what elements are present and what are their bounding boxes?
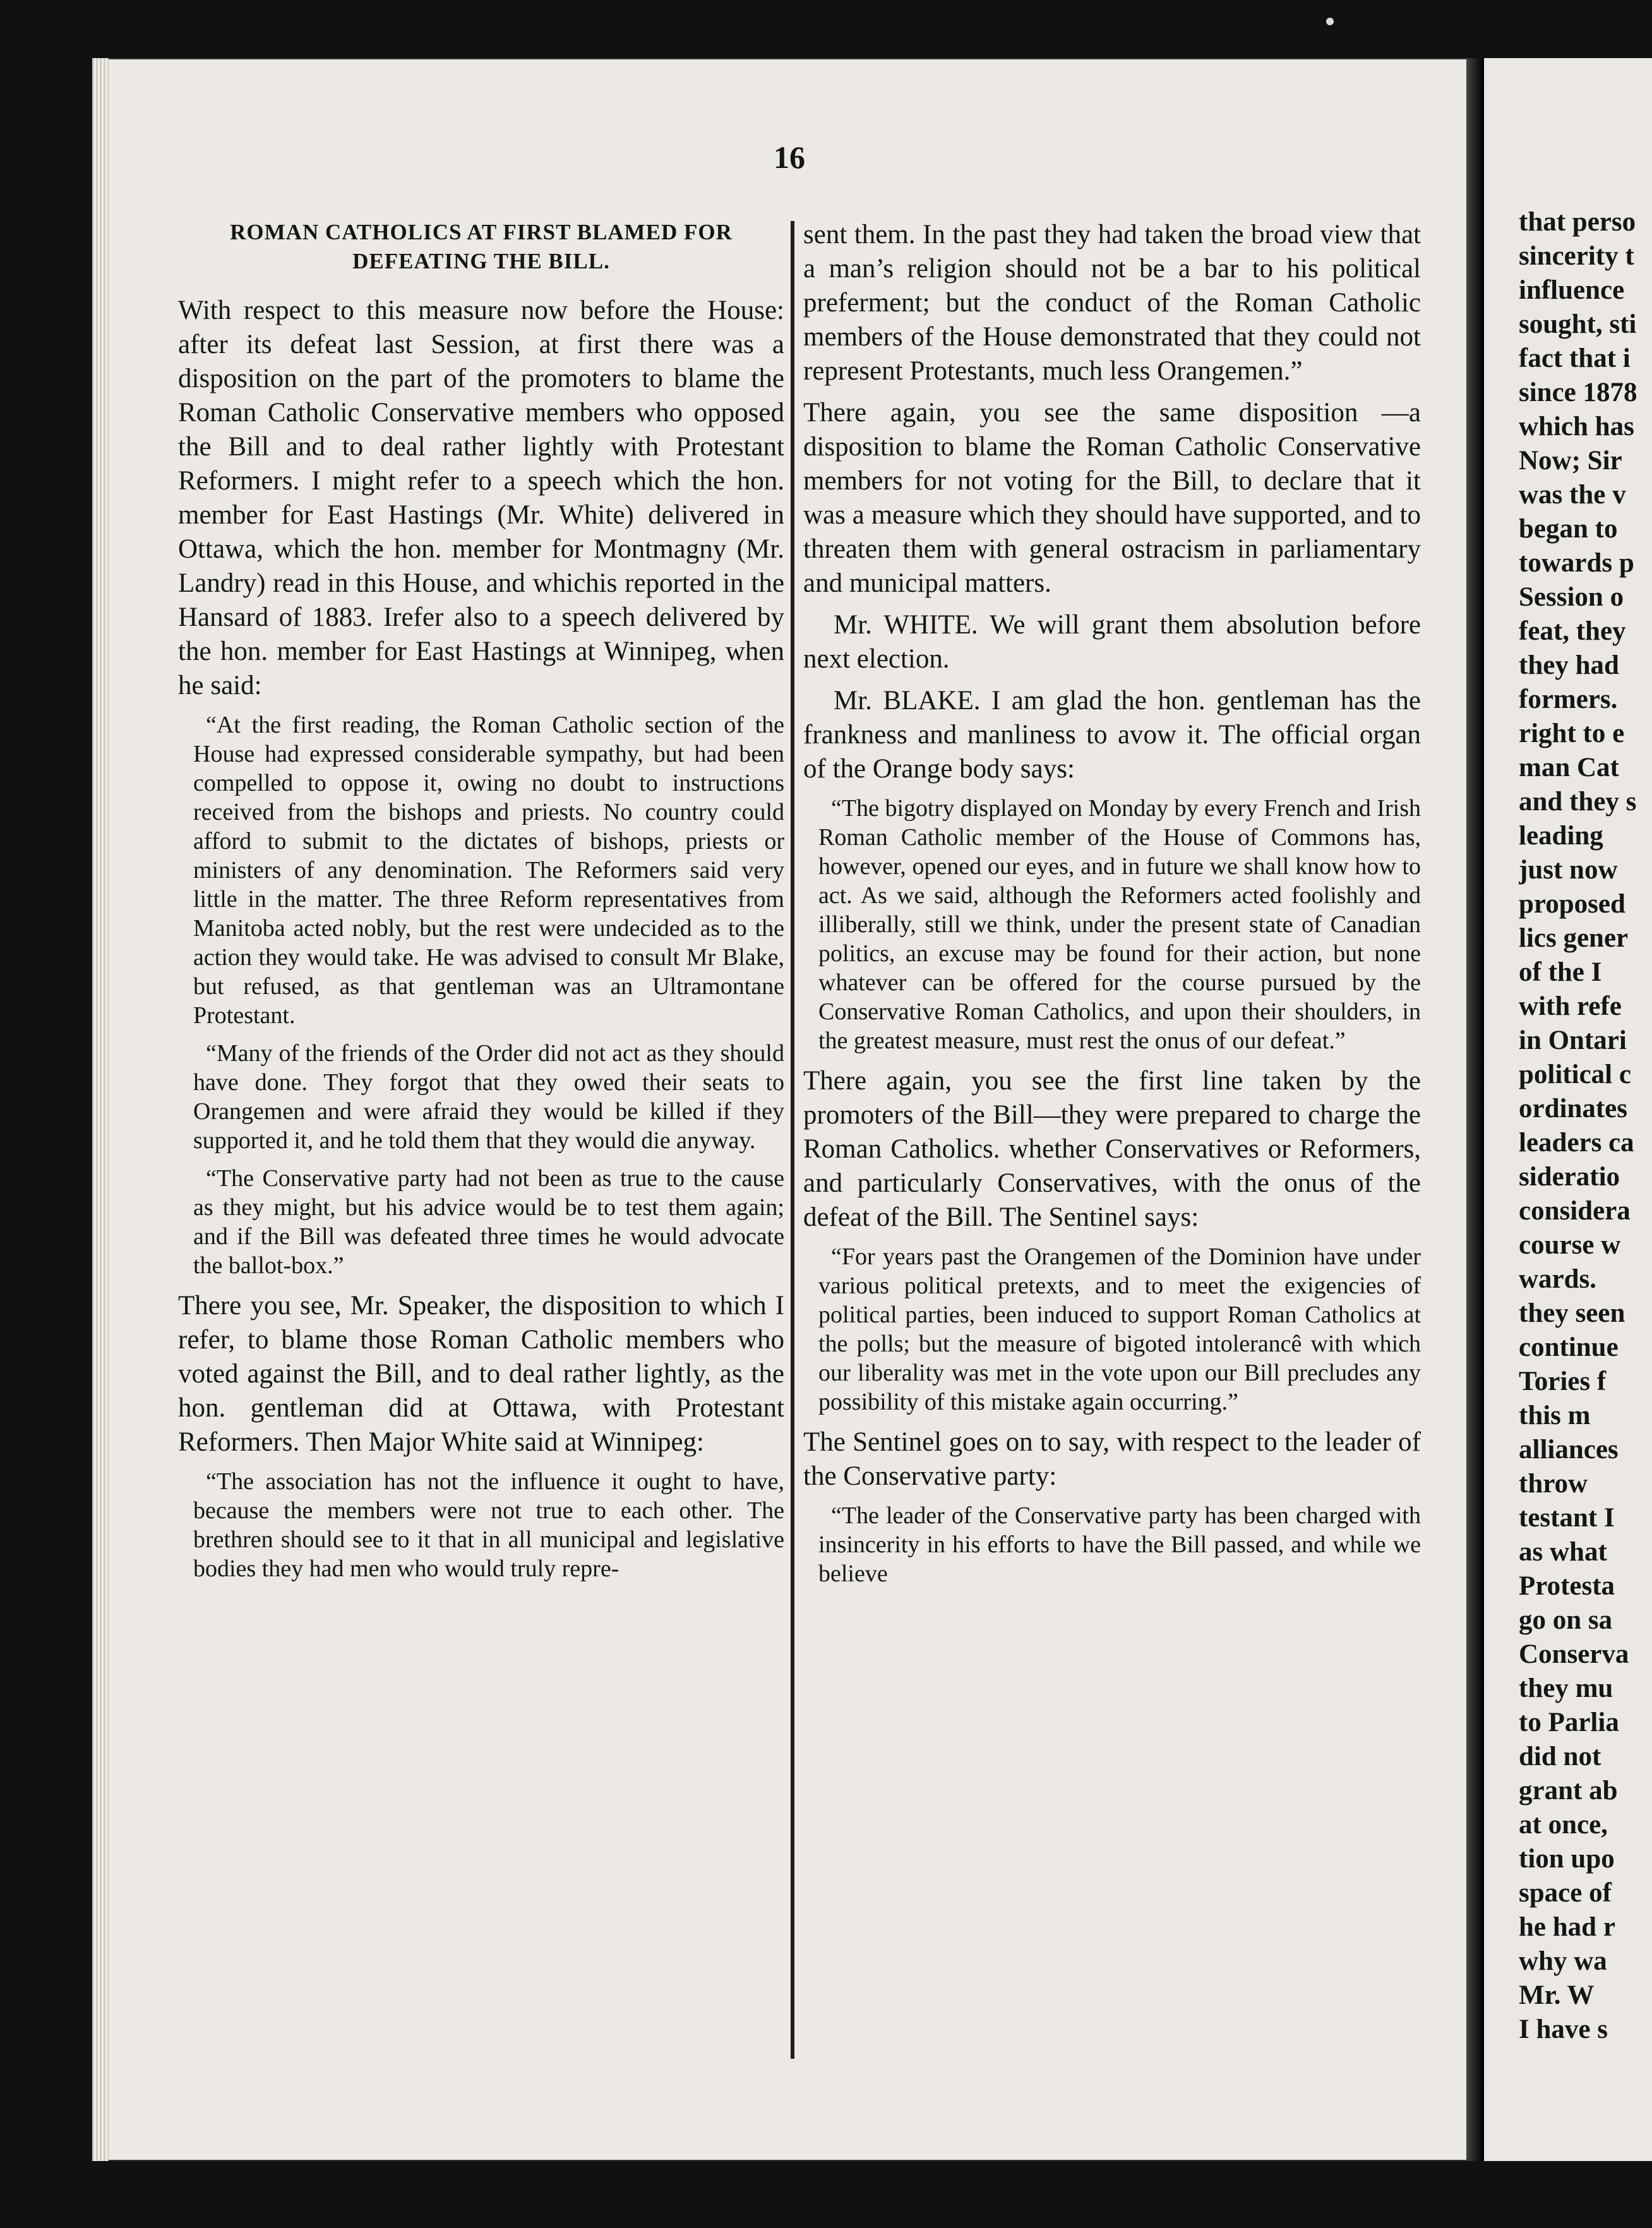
next-page-fragment: Now; Sir [1519,446,1622,476]
section-heading: ROMAN CATHOLICS AT FIRST BLAMED FOR DEFEATING THE BILL. [230,220,733,273]
left-paragraph-2: “Many of the friends of the Order did not act as they should have done. They forgot that they owed their seats to Orangemen and were afraid they would be killed if they supported it, and he told them that they would die anyway. [193,1040,784,1154]
next-page-fragment: testant I [1519,1503,1615,1533]
right-paragraph-8: “The leader of the Conservative party has been charged with insincerity in his efforts to have the Bill passed, and while we believe [818,1502,1421,1587]
next-page-fragment: proposed [1519,889,1625,919]
left-column-paragraphs [178,294,784,1583]
right-paragraph-6: “For years past the Orangemen of the Dominion have under various political pretexts, and to meet the exigencies of political parties, been induced to support Roman Catholics at the polls; but the measure of bigoted intolerancê with which our liberality was met in the vote upon our Bill precludes any possibility of this mistake again occurring.” [818,1243,1421,1415]
next-page-fragment: and they s [1519,787,1637,817]
next-page-fragment: towards p [1519,548,1634,578]
next-page-fragment: Session o [1519,582,1624,612]
next-page-fragment: they seen [1519,1298,1625,1328]
next-page-fragment: space of [1519,1878,1612,1908]
right-column-paragraphs [803,218,1421,1588]
next-page-fragment: throw [1519,1469,1588,1499]
next-page-fragment: Tories f [1519,1367,1607,1396]
right-paragraph-0: sent them. In the past they had taken the broad view that a man’s religion should not be a bar to his political preferment; but the conduct of the Roman Catholic members of the House demonstrated that they could not represent Protestants, much less Orangemen.” [803,220,1421,386]
dust-speck [1326,18,1334,25]
next-page-fragment: with refe [1519,991,1622,1021]
next-page-fragment: Mr. W [1519,1980,1595,2010]
next-page-fragment: influence [1519,275,1625,305]
next-page-fragment: sincerity t [1519,241,1634,271]
next-page-fragment: of the I [1519,957,1602,987]
next-page-fragment: ordinates [1519,1094,1627,1123]
next-page-fragment: formers. [1519,685,1618,714]
left-paragraph-4: There you see, Mr. Speaker, the disposition to which I refer, to blame those Roman Catholic members who voted against the Bill, and to deal rather lightly, as the hon. gentleman did at Ottawa, with Protestant Reformers. Then Major White said at Winnipeg: [178,1291,784,1457]
next-page-fragment: they had [1519,650,1619,680]
column-divider [791,221,794,2059]
right-paragraph-1: There again, you see the same disposition —a disposition to blame the Roman Catholic Conservative members for not voting for the Bill, to declare that it was a measure which they should have supported, and to threaten them with general ostracism in parliamentary and municipal matters. [803,398,1421,598]
next-page-fragment: alliances [1519,1435,1619,1464]
next-page-fragment: this m [1519,1401,1591,1430]
next-page-fragment: did not [1519,1742,1601,1771]
next-page-fragment: grant ab [1519,1776,1618,1806]
next-page-fragment: considera [1519,1196,1631,1226]
next-page-fragment: fact that i [1519,344,1631,373]
next-page-fragment: Conserva [1519,1639,1629,1669]
next-page-fragment: to Parlia [1519,1708,1619,1737]
next-page-fragment: sought, sti [1519,309,1637,339]
next-page-fragment: he had r [1519,1912,1615,1942]
next-page-fragment: right to e [1519,719,1625,748]
next-page-fragment: Protesta [1519,1571,1615,1601]
next-page-fragment: began to [1519,514,1618,544]
next-page-fragment: feat, they [1519,616,1626,646]
right-column [803,218,1421,1597]
next-page-text-fragments [1519,205,1652,2047]
left-paragraph-0: With respect to this measure now before the House: after its defeat last Session, at first there was a disposition on the part of the promoters to blame the Roman Catholic Conservative members who opposed the Bill and to deal rather lightly with Protestant Reformers. I might refer to a speech which the hon. member for East Hastings (Mr. White) delivered in Ottawa, which the hon. member for Montmagny (Mr. Landry) read in this House, and whichis reported in the Hansard of 1883. Irefer also to a speech delivered by the hon. member for East Hastings at Winnipeg, when he said: [178,296,784,700]
next-page-fragment: leading [1519,821,1603,851]
page-number: 16 [774,140,805,175]
right-paragraph-5: There again, you see the first line taken by the promoters of the Bill—they were prepared to charge the Roman Catholics. whether Conservatives or Reformers, and particularly Conservatives, with the onus of the defeat of the Bill. The Sentinel says: [803,1066,1421,1232]
next-page-fragment: which has [1519,412,1634,441]
next-page-fragment: sideratio [1519,1162,1620,1192]
right-paragraph-3: Mr. BLAKE. I am glad the hon. gentleman has the frankness and manliness to avow it. The official organ of the Orange body says: [803,686,1421,784]
right-paragraph-7: The Sentinel goes on to say, with respect to the leader of the Conservative party: [803,1427,1421,1491]
next-page-fragment: course w [1519,1230,1621,1260]
next-page-fragment: political c [1519,1060,1631,1089]
right-paragraph-2: Mr. WHITE. We will grant them absolution before next election. [803,610,1421,674]
next-page-fragment: continue [1519,1333,1619,1362]
next-page-fragment: why wa [1519,1946,1607,1976]
next-page-fragment: tion upo [1519,1844,1615,1874]
page-edge-stack [92,58,109,2161]
left-paragraph-3: “The Conservative party had not been as true to the cause as they might, but his advice would be to test them again; and if the Bill was defeated three times he would advocate the ballot-box.” [193,1165,784,1279]
next-page-fragment: just now [1519,855,1618,885]
next-page-fragment: I have s [1519,2015,1608,2044]
next-page-fragment: they mu [1519,1674,1613,1703]
next-page-fragment: at once, [1519,1810,1608,1840]
next-page-fragment: leaders ca [1519,1128,1634,1158]
left-column [178,218,784,1592]
next-page-fragment: as what [1519,1537,1607,1567]
next-page-fragment: lics gener [1519,923,1629,953]
next-page-fragment: go on sa [1519,1605,1613,1635]
left-paragraph-1: “At the first reading, the Roman Catholic section of the House had expressed considerable sympathy, but had been compelled to oppose it, owing no doubt to instructions received from the bishops and priests. No country could afford to submit to the dictates of bishops, priests or ministers of any denomination. The Reformers said very little in the matter. The three Reform representatives from Manitoba acted nobly, but the rest were undecided as to the action they would take. He was advised to consult Mr Blake, but refused, as that gentleman was an Ultramontane Protestant. [193,712,784,1029]
next-page-fragment: in Ontari [1519,1026,1627,1055]
next-page-fragment: since 1878 [1519,378,1637,407]
left-paragraph-5: “The association has not the influence it ought to have, because the members were not true to each other. The brethren should see to it that in all municipal and legislative bodies they had men who would truly repre- [193,1468,784,1582]
book-spine-gutter [1466,58,1484,2161]
next-page-fragment: that perso [1519,207,1636,237]
next-page-fragment: was the v [1519,480,1626,510]
next-page-fragment: wards. [1519,1264,1597,1294]
next-page-fragment: man Cat [1519,753,1619,782]
right-paragraph-4: “The bigotry displayed on Monday by every French and Irish Roman Catholic member of the House of Commons has, however, opened our eyes, and in future we shall know how to act. As we said, although the Reformers acted foolishly and illiberally, still we think, under the present state of Canadian politics, an excuse may be found for their action, but none whatever can be offered for the course pursued by the Conservative Roman Catholics, and upon their shoulders, in the greatest measure, must rest the onus of our defeat.” [818,795,1421,1054]
